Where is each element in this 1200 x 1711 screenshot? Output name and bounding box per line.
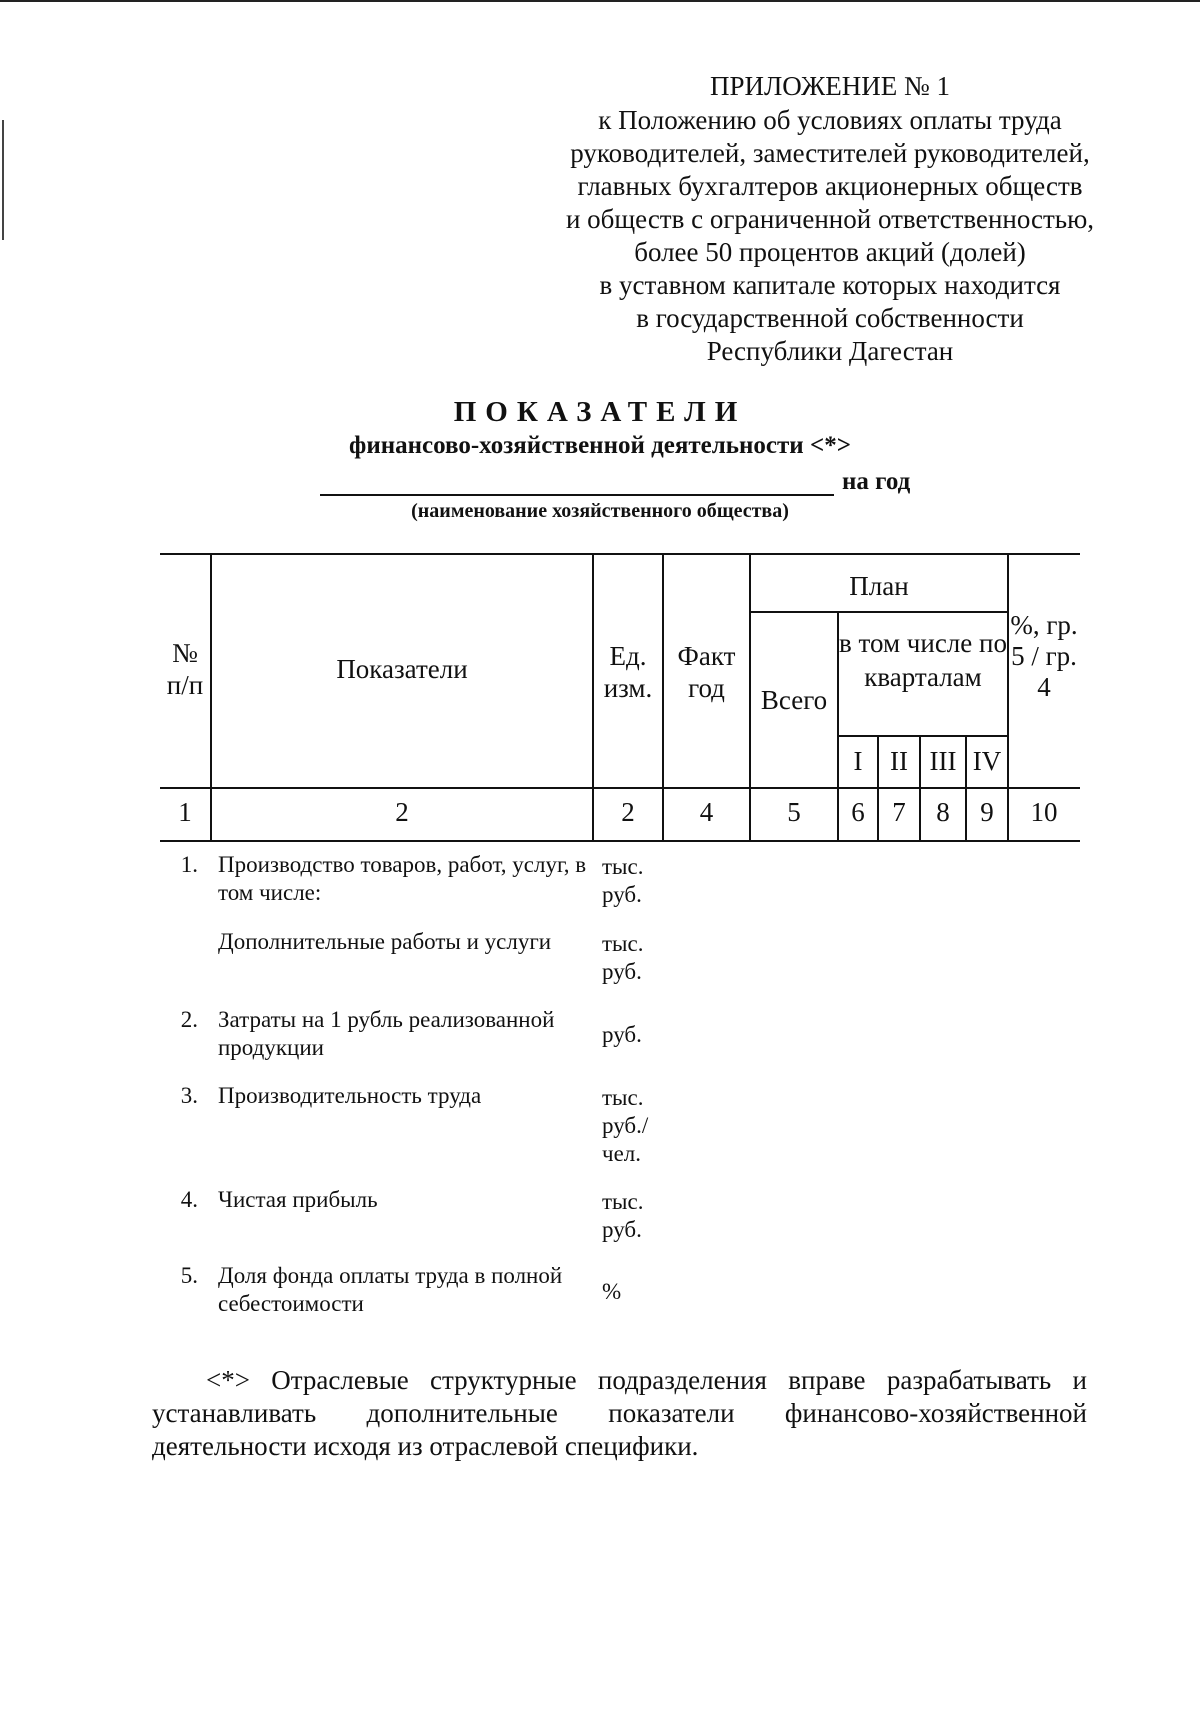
row-indicator: Производительность труда [218,1083,482,1108]
header-fact: Факт год [677,641,736,703]
scan-edge-top [0,0,1200,2]
appendix-line: главных бухгалтеров акционерных обществ [577,171,1083,201]
header-total: Всего [760,685,828,715]
row-unit: руб. [602,1022,642,1047]
row-number: 3. [180,1083,198,1108]
appendix-line: и обществ с ограниченной ответственностью, [565,204,1095,234]
header-q4: IV [972,746,1002,776]
column-number: 2 [395,797,409,827]
header-num: № п/п [166,638,204,700]
header-bottom-border [160,787,1080,789]
row-indicator: Чистая прибыль [218,1187,378,1212]
appendix-line: руководителей, заместителей руководителей, [570,138,1090,168]
header-unit: Ед. изм. [603,641,653,703]
row-unit: % [602,1279,622,1304]
appendix-line: более 50 процентов акций (долей) [634,237,1026,267]
column-number: 2 [621,797,635,827]
row-unit: тыс. руб. [602,1189,644,1242]
row-indicator: Затраты на 1 рубль реализованной продукции [218,1007,555,1060]
appendix-line: в уставном капитале которых находится [599,270,1061,300]
column-number: 9 [980,797,994,827]
column-numbers-bottom-border [160,840,1080,842]
column-number: 6 [851,797,865,827]
row-indicator: Производство товаров, работ, услуг, в том числе: [218,852,587,905]
plan-divider [749,611,1007,613]
header-q1: I [853,746,863,776]
footnote [152,1364,1087,1463]
header-plan: План [849,571,909,601]
appendix-line: в государственной собственности [636,303,1024,333]
row-number: 2. [180,1007,198,1032]
header-q3: III [929,746,957,776]
row-indicator: Доля фонда оплаты труда в полной себестоимости [218,1263,563,1316]
table-top-border [160,553,1080,555]
document-subtitle: финансово-хозяйственной деятельности <*> [349,432,851,459]
company-name-blank [320,494,834,496]
row-number: 5. [180,1263,198,1288]
row-number: 1. [180,852,198,877]
row-unit: тыс. руб. [602,931,644,984]
column-number: 7 [892,797,906,827]
column-number: 4 [699,797,714,827]
company-name-caption: (наименование хозяйственного общества) [411,500,789,522]
footnote-text: <*> Отраслевые структурные подразделения вправе разрабатывать и устанавливать дополнительные показатели финансово-хозяйственной деятельности исходя из отраслевой специфики. [152,1365,1087,1461]
header-quarters: в том числе по кварталам [839,628,1007,692]
scan-edge-left [2,120,4,240]
appendix-line: Республики Дагестан [706,336,954,366]
appendix-line: ПРИЛОЖЕНИЕ № 1 [709,71,951,101]
header-q2: II [890,746,908,776]
column-number: 10 [1030,797,1058,827]
row-number: 4. [180,1187,198,1212]
row-indicator: Дополнительные работы и услуги [218,929,552,954]
row-unit: тыс. руб. [602,854,644,907]
column-number: 5 [787,797,801,827]
header-percent: %, гр. 5 / гр. 4 [1010,610,1078,702]
appendix-line: к Положению об условиях оплаты труда [598,105,1062,135]
document-title: ПОКАЗАТЕЛИ [453,396,747,428]
column-number: 1 [178,797,192,827]
for-year-label: на год [842,468,911,495]
row-unit: тыс. руб./ чел. [602,1085,649,1166]
quarters-divider [837,735,1007,737]
header-indicator: Показатели [336,654,468,684]
column-number: 8 [936,797,950,827]
